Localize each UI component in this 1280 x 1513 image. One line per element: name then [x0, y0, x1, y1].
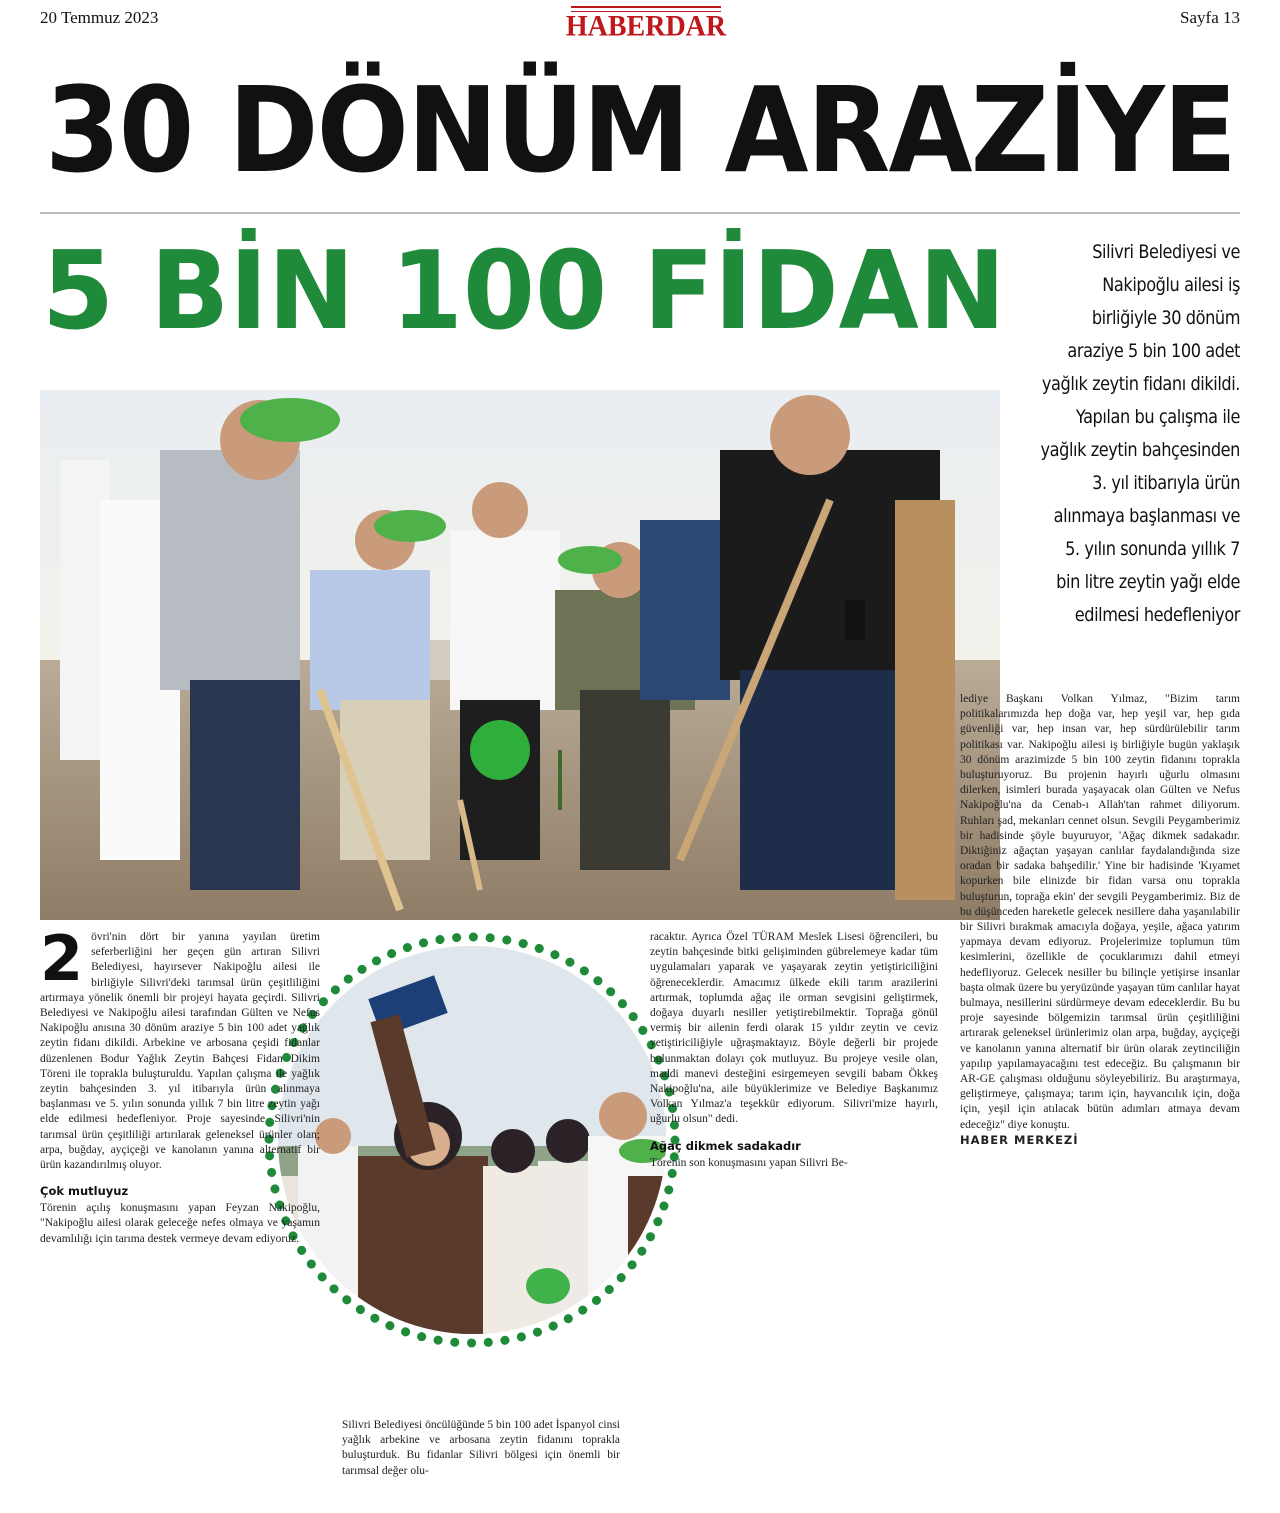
newspaper-logo: [548, 6, 744, 46]
spot-line: alınmaya başlanması ve: [1053, 505, 1240, 527]
tree-planting-photo: [40, 390, 1000, 920]
spot-line: Silivri Belediyesi ve: [1092, 241, 1240, 263]
article-intro-text: övri'nin dört bir yanına yayılan üretim seferberliğini her geçen gün artıran Silivri Belediyesi, hayırsever Nakipoğlu ailesi ile birliğiyle Silivri'deki tarımsal ürün çeşitliliğini artırmaya yönelik önemli bir projeyi hayata geçirdi. Silivri Belediyesi ve Nakipoğlu ailesi tarafından Gülten ve Nefus Nakipoğlu anısına 30 dönüm araziye 5 bin 100 adet yağlık zeytin fidanı dikildi. Arbekine ve arbosana çeşidi fidanlar düzenlenen Bodur Yağlık Zeytin Bahçesi Fidan Dikim Töreni ile toprakla buluşturuldu. Yapılan çalışma ile yağlık zeytin bahçesinden 3. yıl itibarıyla ürün alınmaya başlanması ve 5. yılın sonunda yıllık 7 bin litre zeytin yağı elde edilmesi hedefleniyor. Proje sayesinde Silivri'nin tarımsal ürün çeşitliliği artırılarak geleneksel ürünler olan; arpa, buğday, ayçiçeği ve kanolanın yanına alternatif bir ürün kazandırılmış oluyor.: [40, 931, 320, 1172]
selfie-photo: [278, 946, 666, 1334]
spot-line: 3. yıl itibarıyla ürün: [1092, 472, 1240, 494]
spot-line: yağlık zeytin bahçesinden: [1040, 439, 1240, 461]
spot-line: birliğiyle 30 dönüm: [1091, 307, 1240, 329]
selfie-photo-image: [278, 946, 666, 1334]
subheading: Ağaç dikmek sadakadır: [650, 1138, 801, 1153]
article-paragraph: racaktır. Ayrıca Özel TÜRAM Meslek Lisesi öğrencileri, bu zeytin bahçesinde bitki gelişiminden gübrelemeye kadar tüm uygulamaları yaparak ve yaşayarak zeytin yetiştiriciliğini öğreneceklerdir. Amacımız ülkede ekili tarım arazilerini artırmak, toplumda ağaç ile orman sevgisini geliştirmek, doğaya duyarlı nesiller yetiştirebilmektir. Toprağa gönül vermiş bir ailenin ferdi olarak 15 yıldır zeytin ve ceviz yetiştiriciliğiyle uğraşmaktayız. Böyle değerli bir projede bulunmaktan dolayı çok mutluyuz. Bu projeye vesile olan, maddi manevi desteğini esirgemeyen sevgili babam Ökkeş Nakipoğlu'na, aile büyüklerimize ve Belediye Başkanımız Volkan Yılmaz'a teşekkür ediyorum. Silivri'mize hayırlı, uğurlu olsun" dedi.: [650, 931, 938, 1126]
spot-line: bin litre zeytin yağı elde: [1056, 571, 1240, 593]
article-intro: [40, 922, 320, 1173]
circle-photo-frame: [262, 930, 682, 1350]
drop-cap: 2: [40, 922, 84, 995]
page-number: Sayfa 13: [1180, 8, 1240, 27]
spot-line: Yapılan bu çalışma ile: [1075, 406, 1240, 428]
article-column-2: [342, 1418, 620, 1479]
article-column-3: [650, 930, 938, 1171]
article-paragraph: Silivri Belediyesi öncülüğünde 5 bin 100 adet İspanyol cinsi yağlık arbekine ve arbosana zeytin fidanını toprakla buluşturduk. Bu fidanlar Silivri bölgesi için önemli bir tarımsal değer olu-: [342, 1419, 620, 1477]
spot-line: 5. yılın sonunda yıllık 7: [1065, 538, 1240, 560]
article-paragraph: Törenin açılış konuşmasını yapan Feyzan Nakipoğlu, "Nakipoğlu ailesi olarak geleceğe nefes olmaya ve yaşamın devamlılığı için tarıma destek vermeye devam ediyoruz.: [40, 1202, 320, 1245]
logo-text: HABERDAR: [565, 10, 727, 43]
byline: HABER MERKEZİ: [960, 1132, 1079, 1147]
subheading: Çok mutluyuz: [40, 1184, 129, 1199]
spot-line: edilmesi hedefleniyor: [1074, 604, 1240, 626]
headline-rule: [40, 212, 1240, 214]
spot-line: Nakipoğlu ailesi iş: [1102, 274, 1240, 296]
spot-text: [994, 236, 1241, 632]
article-column-1: [40, 922, 320, 1247]
article-paragraph: Törenin son konuşmasını yapan Silivri Be-: [650, 1156, 848, 1169]
masthead-date: 20 Temmuz 2023: [40, 8, 159, 27]
headline-line1: 30 DÖNÜM ARAZİYE: [45, 61, 1236, 199]
spot-line: yağlık zeytin fidanı dikildi.: [1041, 373, 1240, 395]
main-photo: [40, 390, 1000, 920]
headline-line2: 5 BİN 100 FİDAN: [42, 229, 1006, 354]
article-column-4: [960, 692, 1240, 1148]
spot-line: araziye 5 bin 100 adet: [1067, 340, 1240, 362]
article-paragraph: lediye Başkanı Volkan Yılmaz, "Bizim tarım politikalarımızda hep doğa var, hep yeşil var, hep gıda güvenliği var, hep insan var, hep sürdürülebilir tarım politikası var. Nakipoğlu ailesi iş birliğiyle bugün yaklaşık 30 dönüm arazimizde 5 bin 100 zeytin fidanını toprakla buluşturuyoruz. Bu projenin hayırlı uğurlu olmasını dilerken, isimleri burada yaşayacak olan Gülten ve Nefus Nakipoğlu'na da Cenab-ı Allah'tan rahmet diliyorum. Ruhları şad, mekanları cennet olsun. Sevgili Peygamberimiz bir hadisinde şöyle buyuruyor, 'Ağaç dikmek sadakadır. Diktiğiniz ağaçtan yaşayan canlılar faydalandığında size oradan bir sadaka bahşedilir.' Yine bir hadisinde 'Kıyamet kopurken bile elinizde bir fidan varsa onu toprakla buluşturun, toprağa ekin' der sevgili Peygamberimiz. Biz de bu düşünceden hareketle gelecek nesillere daha yaşanılabilir bir Silivri bırakmak amacıyla doğaya, yeşile, ağaca yatırım yapmaya devam ediyoruz. Projelerimize toplumun tüm kesimlerini, özellikle de çocuklarımızı dahil etmeyi hedefliyoruz. Gelecek nesiller bu bilinçle yetişirse insanlar başta olmak üzere bu yeryüzünde yaşayan tüm canlılar hayat bulmaya, nesillerini sürdürmeye devam edeceklerdir. Bu bu proje sayesinde bölgemizin tarımsal ürün çeşitliliğini artırarak geleneksel ürünlerimiz olan arpa, buğday, ayçiçeği ve kanolanın yanına alternatif bir ürün olarak zeytinciliğin yapılıp yapılamayacağını test edeceğiz. Bu çalışmanın bir AR-GE çalışması olduğunu söyleyebiliriz. Bu araştırmaya, geliştirmeye, çalışmaya; tarım için, hayvancılık için, doğa için, yeşil için atılacak bütün adımları atmaya devam edeceğiz" diye konuştu.: [960, 693, 1240, 1131]
